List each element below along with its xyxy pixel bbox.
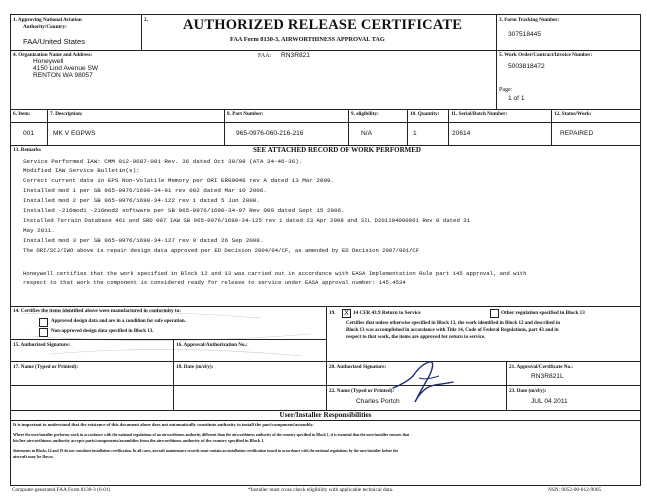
approval-certificate-number: RN3R821L — [531, 373, 564, 380]
quantity-header: 10. Quantity: — [410, 111, 440, 117]
description-header: 7. Description: — [50, 111, 83, 117]
block1-label-2: Authority/Country: — [23, 24, 67, 30]
remarks-line: Installed mod 1 per SB 965-0976/1690-34-91 rev 002 dated Mar 10 2006. — [23, 187, 267, 194]
block23-label: 23. Date (m/d/y): — [509, 388, 547, 394]
faa-number: RN3R821 — [281, 52, 310, 59]
eligibility-value: N/A — [361, 130, 372, 137]
signer-name: Charles Portch — [356, 398, 400, 405]
remarks-line: Installed Terrain Database 461 and SRD 097 IAW SB 965-0976/1690-34-125 rev 1 dated 23 Apr 2008 and SIL D201104000061 Rev 0 dated 31 — [23, 217, 471, 224]
block15-label: 15. Authorized Signature: — [13, 342, 71, 348]
quantity-value: 1 — [413, 130, 417, 137]
certification-statement: Honeywell certifies that the work specified in Block 12 and 13 was carried out in accordance with EASA Implementation Rule part 145 approval, and with — [23, 270, 527, 277]
block21-label: 21. Approval/Certificate No.: — [509, 364, 574, 370]
page-number: 1 of 1 — [508, 95, 525, 102]
responsibility-text: Where the user/installer performs work in accordance with the national regulations of an airworthiness authority different than the airworthiness authority of the country specified in Block 1, it is essential that the user/installer ensures that — [13, 433, 410, 437]
block16-label: 16. Approval/Authorization No.: — [176, 342, 248, 348]
item-header: 6. Item: — [13, 111, 31, 117]
responsibility-text: It is important to understand that the existence of this document alone does not automatically constitute authority to install the part/component/assembly. — [13, 422, 314, 427]
block5-label: 5. Work Order/Contract/Invoice Number: — [499, 52, 593, 58]
form-tracking-number: 307518445 — [508, 31, 542, 38]
remarks-line: Modified IAW Service Bulletin(s): — [23, 167, 140, 174]
form-subtitle: FAA Form 8130-3, AIRWORTHINESS APPROVAL TAG — [230, 36, 385, 43]
part-number-value: 965-0976-060-216-216 — [236, 130, 304, 137]
block22-label: 22. Name (Typed or Printed): — [329, 388, 395, 394]
responsibility-text: Statements in Blocks 14 and 19 do not constitute installation certification. In all cases, aircraft maintenance records must contain an installation certification issued in accordance with the national regulations by the user/installer before the — [13, 449, 399, 453]
block1-label: 1. Approving National Aviation — [13, 17, 82, 23]
page-label: Page: — [499, 87, 513, 93]
serial-header: 11. Serial/Batch Number: — [451, 111, 508, 117]
remarks-line: The ORI/SCJ/IWO above is repair design data approved per ED Decision 2004/04/CF, as amended by ED Decision 2007/001/CF — [23, 247, 420, 254]
block14-label: 14. Certifies the items identified above were manufactured in conformity to: — [13, 308, 181, 314]
status-header: 12. Status/Work: — [554, 111, 592, 117]
footer-nsn: NSN: 0052-00-012-9005 — [548, 487, 602, 493]
block18-label: 18. Date (m/d/y): — [176, 364, 214, 370]
block19-label: 19. — [329, 310, 336, 316]
block2-label: 2. — [144, 17, 148, 23]
remarks-heading: SEE ATTACHED RECORD OF WORK PERFORMED — [253, 146, 421, 154]
remarks-line: Service Performed IAW: CMM 012-0687-001 Rev. 36 dated Oct 30/08 (ATA 34-46-36). — [23, 158, 303, 165]
part-number-header: 8. Part Number: — [227, 111, 264, 117]
responsibilities-heading: User/Installer Responsibilities — [279, 411, 372, 419]
release-date: JUL 04 2011 — [531, 398, 568, 405]
authority-country: FAA/United States — [23, 37, 86, 46]
serial-value: 20614 — [452, 130, 471, 137]
responsibility-text: his/her airworthiness authority accepts parts/components/assemblies from the airworthiness authority of the country specified in Block 1. — [13, 438, 265, 443]
org-name: Honeywell — [33, 58, 64, 65]
description-value: MK V EGPWS — [53, 130, 96, 137]
remarks-line: Correct current date in EPS Non-Volatile Memory per ORI ER00046 rev A dated 13 Mar 2009. — [23, 177, 335, 184]
block20-label: 20. Authorized Signature: — [329, 364, 387, 370]
certification-statement: respect to that work the component is considered ready for release to service under EASA approval number: 145.4534 — [23, 279, 406, 286]
approved-design-label: Approved design data and are in a condition for safe operation. — [51, 319, 186, 324]
remarks-line: Installed mod 2 per SB 965-0976/1690-34-122 rev 1 dated 5 Jun 2008. — [23, 197, 260, 204]
release-certificate-form — [10, 14, 641, 486]
return-to-service-checkbox[interactable]: X — [342, 309, 351, 318]
block17-label: 17. Name (Typed or Printed): — [13, 364, 79, 370]
form-title: AUTHORIZED RELEASE CERTIFICATE — [183, 17, 463, 33]
faa-label: FAA: — [258, 53, 272, 59]
block19-text: Block 13 was accomplished in accordance with Title 14, Code of Federal Regulations, part 43 and in — [346, 328, 559, 333]
other-regulation-label: Other regulation specified in Block 13 — [501, 310, 585, 316]
remarks-label: 13. Remarks — [13, 147, 41, 153]
return-to-service-label: 14 CFR 43.9 Return to Service — [353, 310, 421, 316]
block3-label: 3. Form Tracking Number: — [499, 17, 560, 23]
item-value: 001 — [23, 130, 35, 137]
remarks-line: Installed -216mod1 -216mod2 software per SB 965-0976/1690-34-97 Rev 000 dated Sept 15 2006. — [23, 207, 345, 214]
footer-note: *Installer must cross check eligibility with applicable technical data. — [248, 487, 394, 493]
responsibility-text: aircraft may be flown. — [13, 454, 54, 459]
other-regulation-checkbox[interactable] — [490, 309, 499, 318]
void-stamp-graphic — [11, 306, 326, 361]
remarks-line: May 2011. — [23, 227, 55, 234]
status-value: REPAIRED — [560, 130, 594, 137]
block4-label: 4. Organization Name and Address: — [13, 52, 93, 58]
footer-form-id: Computer-generated FAA Form 8130-3 (6-01) — [12, 487, 111, 493]
org-address-1: 4150 Lind Avenue SW — [33, 65, 99, 72]
remarks-line: Installed mod 3 per SB 965-0976/1690-34-127 rev 0 dated 26 Sep 2008. — [23, 237, 264, 244]
block19-text: respect to that work, the items are approved for return to service. — [346, 335, 486, 340]
block19-text: Certifies that unless otherwise specified in Block 13, the work identified in Block 12 and described in — [346, 321, 561, 326]
non-approved-design-label: Non-approved design data specified in Block 13. — [51, 329, 154, 334]
work-order-number: 5003818472 — [508, 63, 545, 70]
eligibility-header: 9. eligibility: — [351, 111, 379, 117]
org-address-2: RENTON WA 98057 — [33, 72, 93, 79]
